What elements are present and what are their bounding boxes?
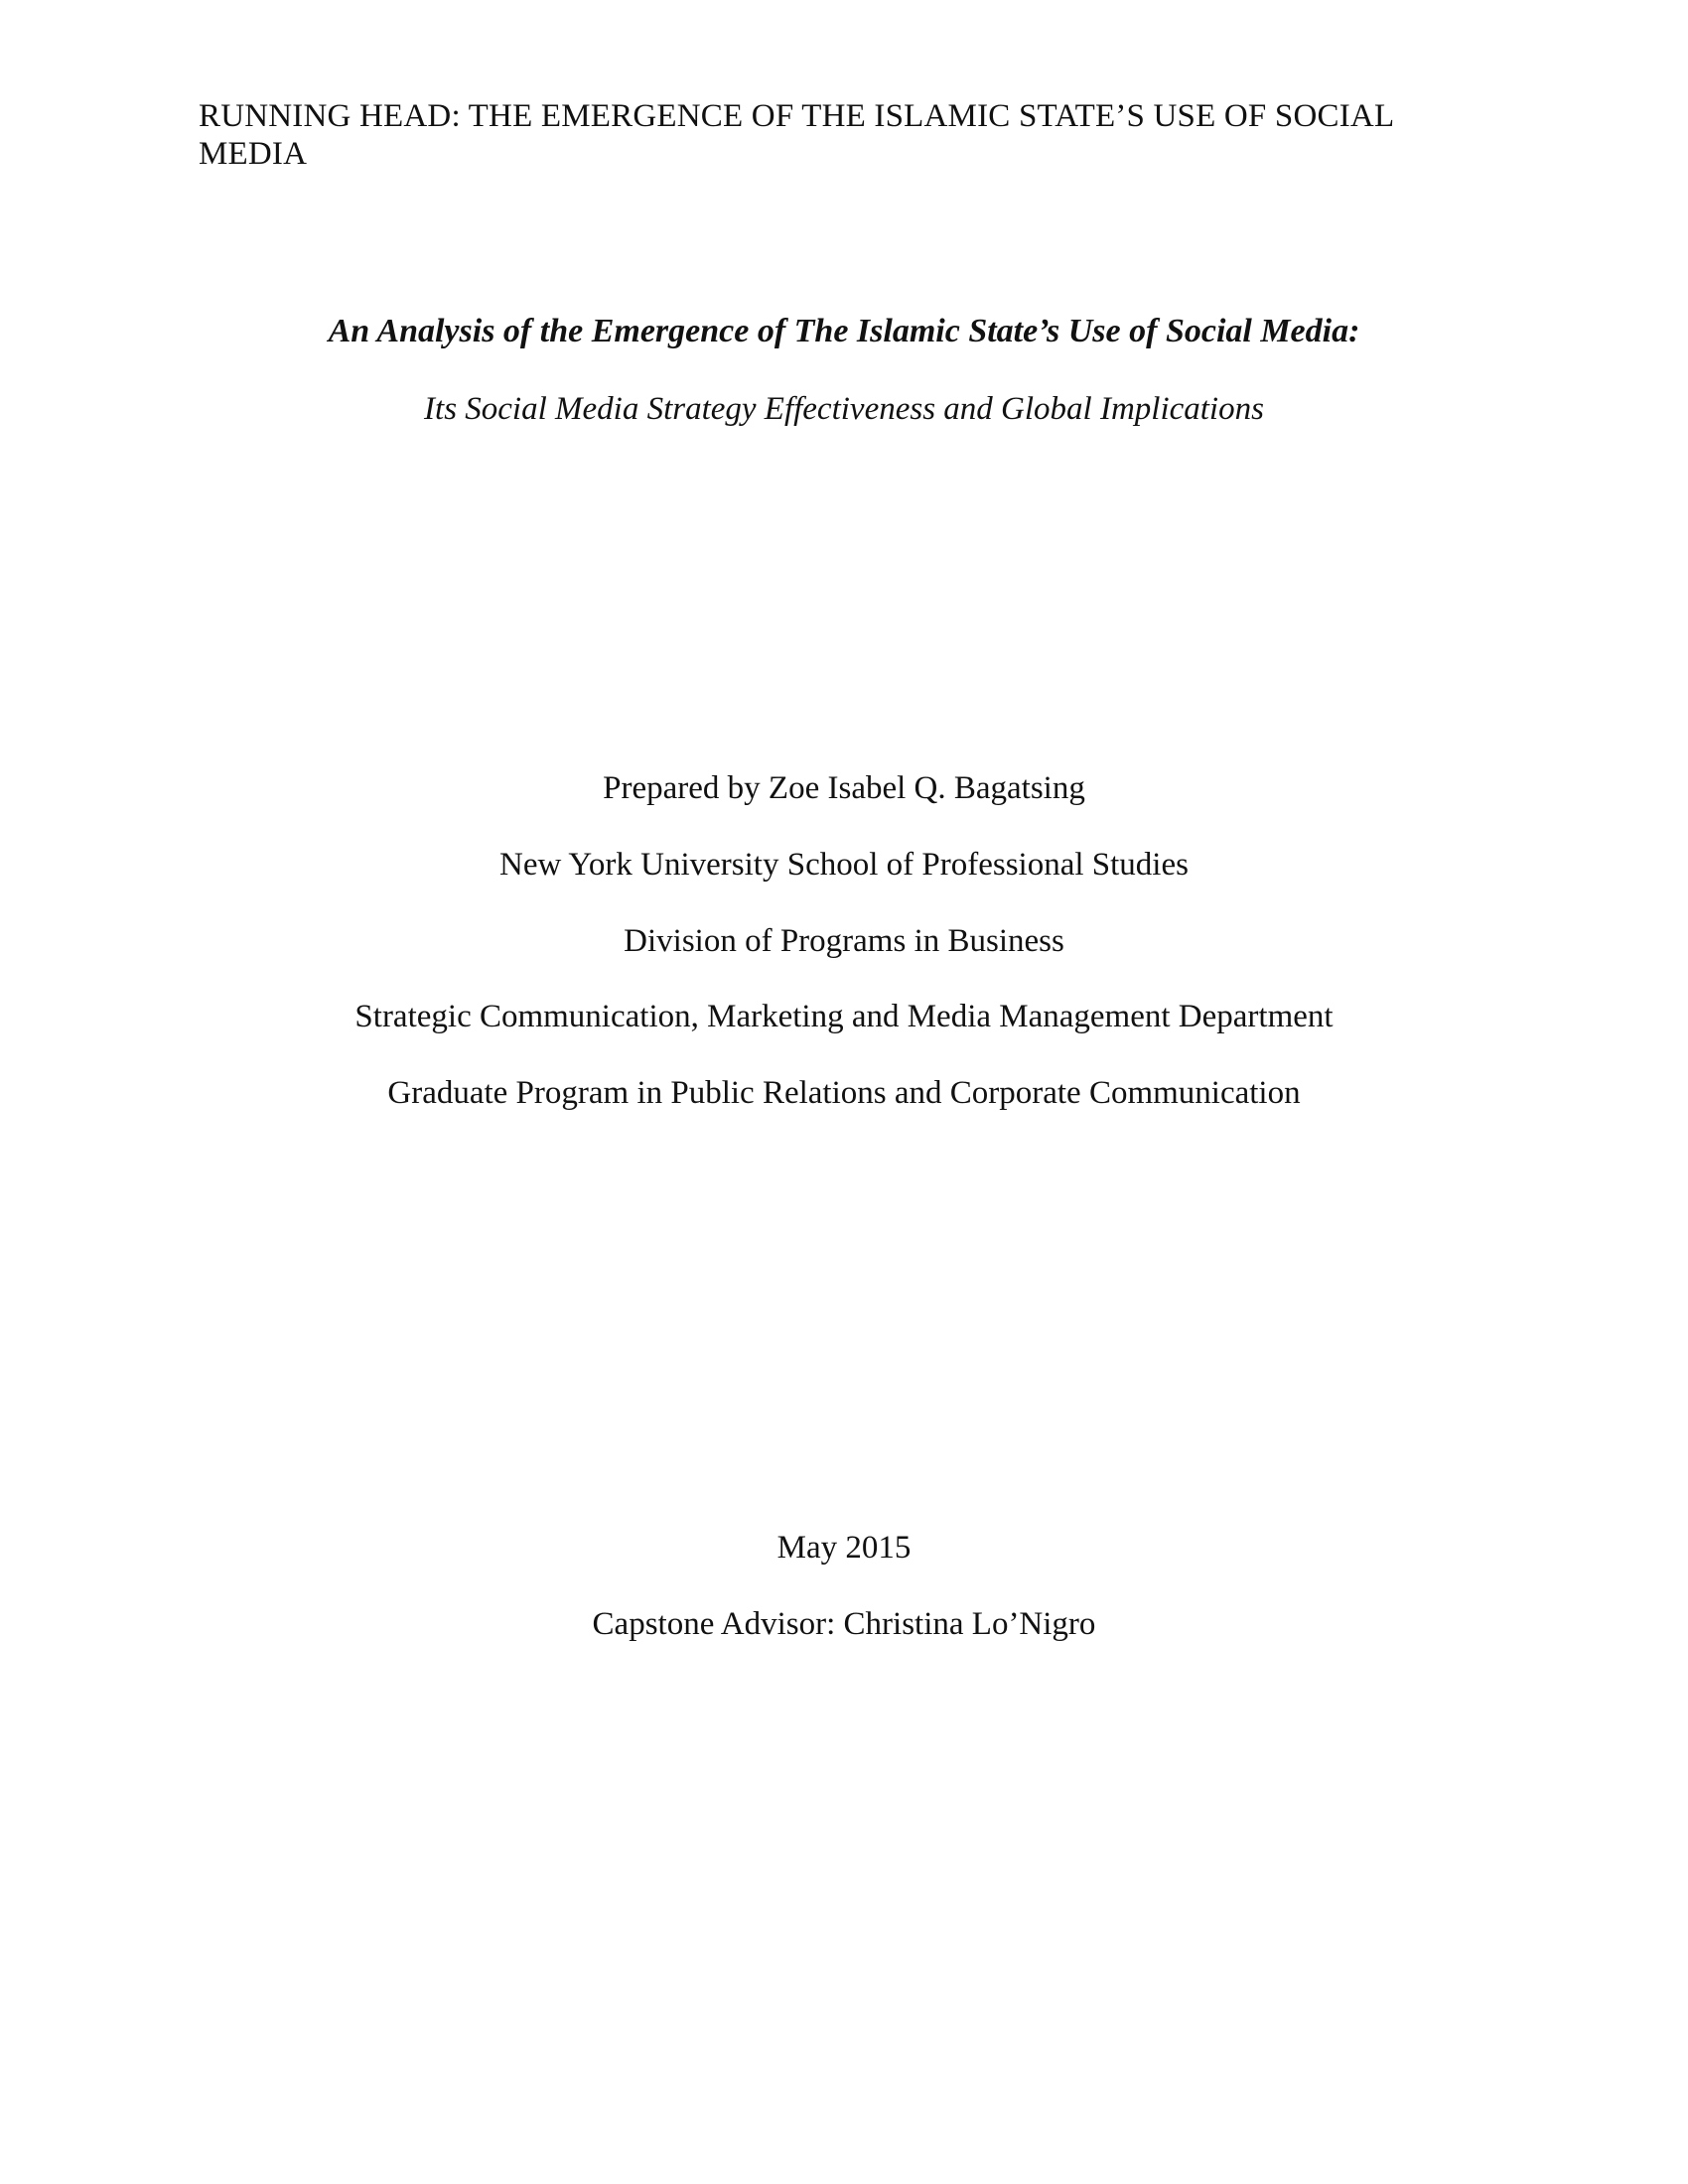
document-subtitle: Its Social Media Strategy Effectiveness and Global Implications xyxy=(424,391,1264,427)
program-line: Graduate Program in Public Relations and Corporate Communication xyxy=(387,1075,1301,1111)
document-date: May 2015 xyxy=(776,1530,912,1566)
running-head: RUNNING HEAD: THE EMERGENCE OF THE ISLAMIC STATE’S USE OF SOCIAL MEDIA xyxy=(199,98,1394,172)
department-line: Strategic Communication, Marketing and Media Management Department xyxy=(354,999,1334,1034)
division-line: Division of Programs in Business xyxy=(624,923,1064,959)
document-title: An Analysis of the Emergence of The Islamic State’s Use of Social Media: xyxy=(328,313,1360,349)
advisor-line: Capstone Advisor: Christina Lo’Nigro xyxy=(592,1606,1096,1642)
author-line: Prepared by Zoe Isabel Q. Bagatsing xyxy=(603,770,1085,806)
institution-line: New York University School of Professional Studies xyxy=(499,847,1189,883)
